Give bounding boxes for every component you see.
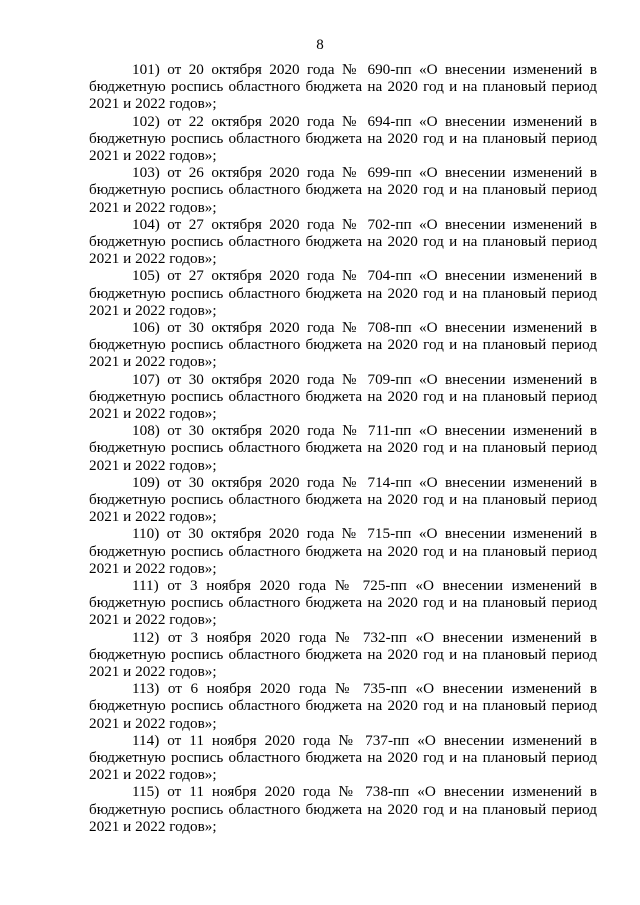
list-item-line: бюджетную роспись областного бюджета на 2020 год и на плановый период bbox=[89, 542, 597, 560]
list-item-line: 103) от 26 октября 2020 года № 699-пп «О внесении изменений в bbox=[132, 164, 597, 182]
list-item bbox=[89, 629, 597, 681]
list-item bbox=[89, 577, 597, 629]
list-item-line: 2021 и 2022 годов»; bbox=[89, 559, 217, 577]
list-item-line: 2021 и 2022 годов»; bbox=[89, 662, 217, 680]
list-item-line: 2021 и 2022 годов»; bbox=[89, 611, 217, 629]
list-item-line: бюджетную роспись областного бюджета на 2020 год и на плановый период bbox=[89, 594, 597, 612]
list-item-line: 2021 и 2022 годов»; bbox=[89, 766, 217, 784]
list-item-line: бюджетную роспись областного бюджета на 2020 год и на плановый период bbox=[89, 748, 597, 766]
list-item-line: 115) от 11 ноября 2020 года № 738-пп «О внесении изменений в bbox=[132, 783, 597, 801]
list-item-line: 2021 и 2022 годов»; bbox=[89, 817, 217, 835]
list-item bbox=[89, 783, 597, 835]
list-item-line: 2021 и 2022 годов»; bbox=[89, 456, 217, 474]
page-number: 8 bbox=[316, 37, 324, 53]
list-item bbox=[89, 371, 597, 423]
list-item-line: 110) от 30 октября 2020 года № 715-пп «О внесении изменений в bbox=[132, 525, 597, 543]
list-item-line: 2021 и 2022 годов»; bbox=[89, 404, 217, 422]
list-item bbox=[89, 680, 597, 732]
list-item-line: бюджетную роспись областного бюджета на 2020 год и на плановый период bbox=[89, 387, 597, 405]
list-item-line: 109) от 30 октября 2020 года № 714-пп «О внесении изменений в bbox=[132, 473, 597, 491]
list-item-line: 112) от 3 ноября 2020 года № 732-пп «О внесении изменений в bbox=[132, 628, 597, 646]
list-item-line: бюджетную роспись областного бюджета на 2020 год и на плановый период bbox=[89, 439, 597, 457]
list-item-line: 2021 и 2022 годов»; bbox=[89, 198, 217, 216]
list-item bbox=[89, 525, 597, 577]
list-item-line: 107) от 30 октября 2020 года № 709-пп «О внесении изменений в bbox=[132, 370, 597, 388]
list-item-line: 2021 и 2022 годов»; bbox=[89, 301, 217, 319]
list-item-line: 105) от 27 октября 2020 года № 704-пп «О внесении изменений в bbox=[132, 267, 597, 285]
list-item-line: 111) от 3 ноября 2020 года № 725-пп «О внесении изменений в bbox=[132, 576, 597, 594]
list-item-line: 2021 и 2022 годов»; bbox=[89, 95, 217, 113]
list-item bbox=[89, 422, 597, 474]
list-item bbox=[89, 319, 597, 371]
list-item-line: 114) от 11 ноября 2020 года № 737-пп «О внесении изменений в bbox=[132, 731, 597, 749]
list-item-line: бюджетную роспись областного бюджета на 2020 год и на плановый период bbox=[89, 697, 597, 715]
list-item bbox=[89, 216, 597, 268]
list-item-line: бюджетную роспись областного бюджета на 2020 год и на плановый период bbox=[89, 336, 597, 354]
list-item bbox=[89, 164, 597, 216]
list-item-line: бюджетную роспись областного бюджета на 2020 год и на плановый период bbox=[89, 800, 597, 818]
list-item-line: бюджетную роспись областного бюджета на 2020 год и на плановый период bbox=[89, 181, 597, 199]
list-item bbox=[89, 61, 597, 113]
list-item-line: 102) от 22 октября 2020 года № 694-пп «О внесении изменений в bbox=[132, 112, 597, 130]
list-item bbox=[89, 267, 597, 319]
list-item-line: 108) от 30 октября 2020 года № 711-пп «О внесении изменений в bbox=[132, 422, 597, 440]
list-item-line: 104) от 27 октября 2020 года № 702-пп «О внесении изменений в bbox=[132, 215, 597, 233]
list-item-line: 2021 и 2022 годов»; bbox=[89, 250, 217, 268]
list-item-line: 2021 и 2022 годов»; bbox=[89, 714, 217, 732]
list-item bbox=[89, 113, 597, 165]
list-item-line: бюджетную роспись областного бюджета на 2020 год и на плановый период bbox=[89, 490, 597, 508]
list-item-line: 2021 и 2022 годов»; bbox=[89, 146, 217, 164]
list-item bbox=[89, 474, 597, 526]
list-item-line: 113) от 6 ноября 2020 года № 735-пп «О внесении изменений в bbox=[132, 680, 597, 698]
list-item-line: 2021 и 2022 годов»; bbox=[89, 353, 217, 371]
list-item-line: 106) от 30 октября 2020 года № 708-пп «О внесении изменений в bbox=[132, 318, 597, 336]
list-item bbox=[89, 732, 597, 784]
list-item-line: бюджетную роспись областного бюджета на 2020 год и на плановый период bbox=[89, 78, 597, 96]
list-item-line: 2021 и 2022 годов»; bbox=[89, 508, 217, 526]
list-item-line: бюджетную роспись областного бюджета на 2020 год и на плановый период bbox=[89, 232, 597, 250]
list-item-line: 101) от 20 октября 2020 года № 690-пп «О внесении изменений в bbox=[132, 61, 597, 78]
resolution-list bbox=[89, 61, 597, 835]
list-item-line: бюджетную роспись областного бюджета на 2020 год и на плановый период bbox=[89, 129, 597, 147]
list-item-line: бюджетную роспись областного бюджета на 2020 год и на плановый период bbox=[89, 645, 597, 663]
list-item-line: бюджетную роспись областного бюджета на 2020 год и на плановый период bbox=[89, 284, 597, 302]
